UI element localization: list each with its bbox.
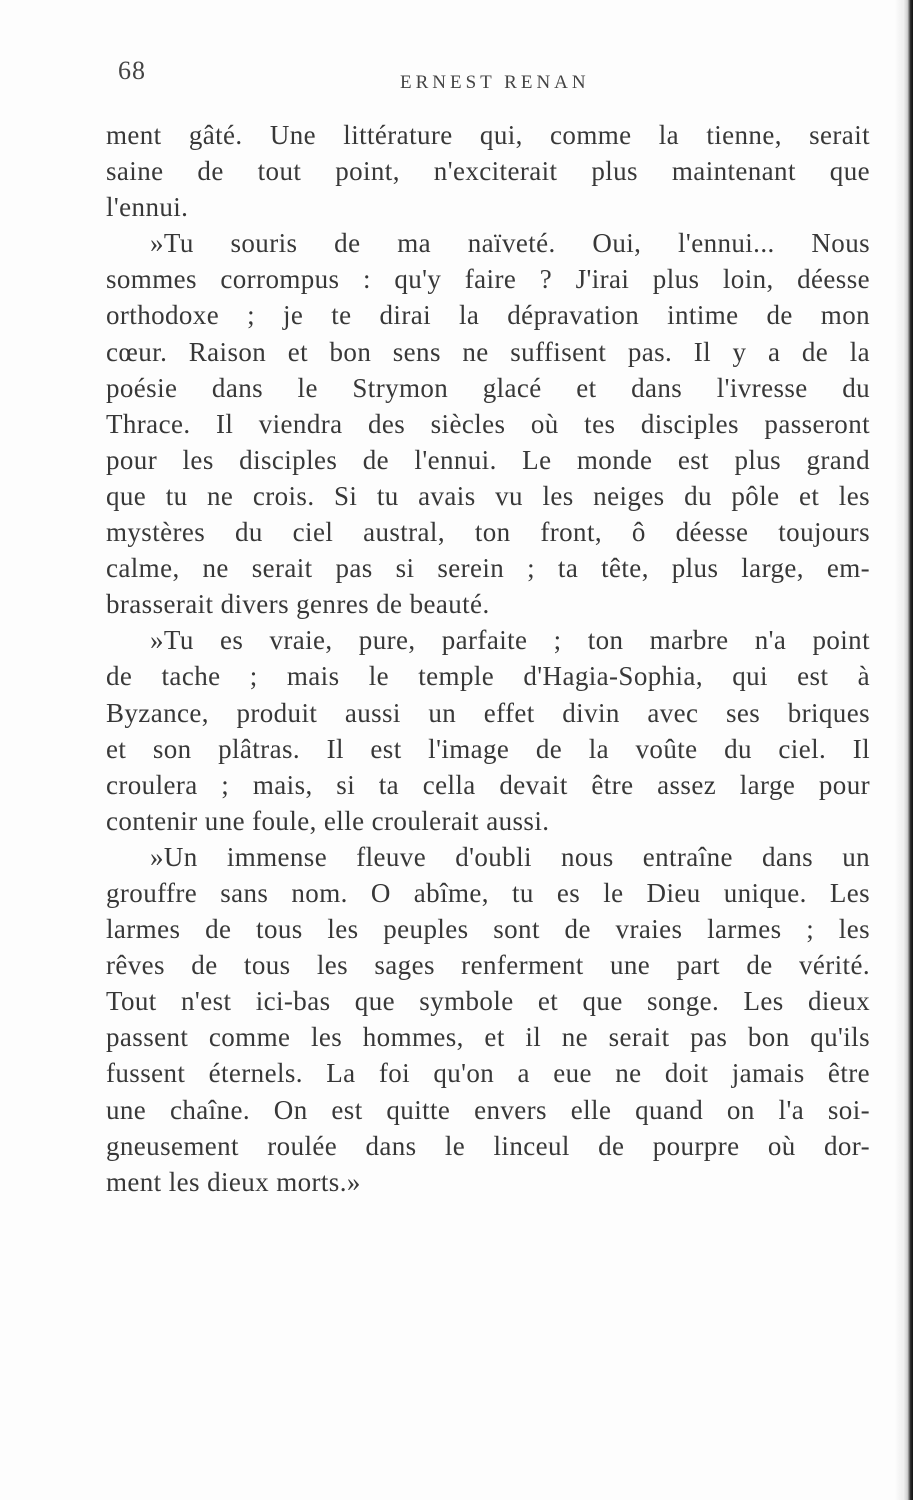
text-line: cœur. Raison et bon sens ne suffisent pas. Il y a de la xyxy=(106,336,870,367)
text-line: Tout n'est ici-bas que symbole et que songe. Les dieux xyxy=(106,986,870,1017)
text-line: rêves de tous les sages renferment une part de vérité. xyxy=(106,950,870,981)
text-line: grouffre sans nom. O abîme, tu es le Dieu unique. Les xyxy=(106,877,870,908)
text-line: »Un immense fleuve d'oubli nous entraîne dans un xyxy=(150,841,870,872)
text-line: orthodoxe ; je te dirai la dépravation intime de mon xyxy=(106,300,870,331)
text-line: mystères du ciel austral, ton front, ô déesse toujours xyxy=(106,517,870,548)
text-line: calme, ne serait pas si serein ; ta tête, plus large, em- xyxy=(106,553,870,584)
text-line: poésie dans le Strymon glacé et dans l'ivresse du xyxy=(106,372,870,403)
text-line: brasserait divers genres de beauté. xyxy=(106,589,490,620)
page-edge xyxy=(903,0,913,1500)
text-line: croulera ; mais, si ta cella devait être assez large pour xyxy=(106,769,870,800)
text-line: gneusement roulée dans le linceul de pourpre où dor- xyxy=(106,1130,870,1161)
text-line: et son plâtras. Il est l'image de la voûte du ciel. Il xyxy=(106,733,870,764)
text-line: pour les disciples de l'ennui. Le monde est plus grand xyxy=(106,444,870,475)
text-line: »Tu souris de ma naïveté. Oui, l'ennui... Nous xyxy=(150,228,870,259)
text-line: »Tu es vraie, pure, parfaite ; ton marbre n'a point xyxy=(150,625,870,656)
text-line: larmes de tous les peuples sont de vraies larmes ; les xyxy=(106,914,870,945)
text-line: saine de tout point, n'exciterait plus maintenant que xyxy=(106,156,870,187)
text-line: Thrace. Il viendra des siècles où tes disciples passeront xyxy=(106,408,870,439)
running-head: ERNEST RENAN xyxy=(400,72,590,93)
text-line: passent comme les hommes, et il ne serait pas bon qu'ils xyxy=(106,1022,870,1053)
page-number: 68 xyxy=(118,56,146,85)
text-line: une chaîne. On est quitte envers elle quand on l'a soi- xyxy=(106,1094,870,1125)
page-gutter-shadow xyxy=(895,0,903,1500)
text-line: ment les dieux morts.» xyxy=(106,1166,361,1197)
text-line: ment gâté. Une littérature qui, comme la tienne, serait xyxy=(106,120,870,150)
text-line: fussent éternels. La foi qu'on a eue ne doit jamais être xyxy=(106,1058,870,1089)
text-line: de tache ; mais le temple d'Hagia-Sophia, qui est à xyxy=(106,661,870,692)
text-line: que tu ne crois. Si tu avais vu les neiges du pôle et les xyxy=(106,480,870,511)
text-line: sommes corrompus : qu'y faire ? J'irai plus loin, déesse xyxy=(106,264,870,295)
body-text xyxy=(106,117,870,1200)
text-line: contenir une foule, elle croulerait aussi. xyxy=(106,805,550,836)
text-line: l'ennui. xyxy=(106,192,189,223)
text-line: Byzance, produit aussi un effet divin avec ses briques xyxy=(106,697,870,728)
